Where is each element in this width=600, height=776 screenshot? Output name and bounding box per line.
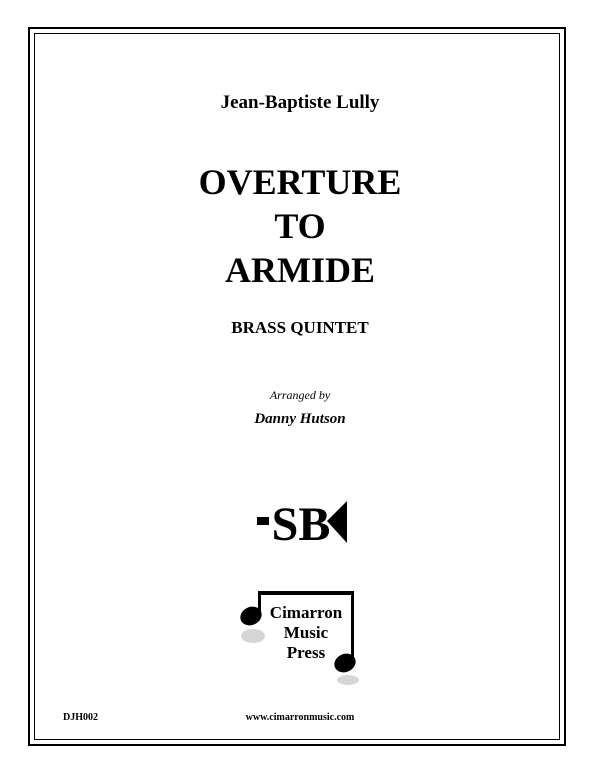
mouthpiece-shape: [257, 517, 269, 525]
piece-title: [0, 160, 600, 292]
note-shadow-left: [241, 629, 265, 643]
publisher-website: www.cimarronmusic.com: [245, 712, 355, 723]
title-line-3: ARMIDE: [225, 250, 375, 290]
sb-logo-text: SB: [271, 498, 331, 550]
catalog-number: DJH002: [63, 712, 98, 723]
sb-trumpet-logo: [255, 495, 350, 550]
note-head-right: [331, 650, 359, 676]
publisher-line-1: Cimarron: [269, 603, 343, 622]
arranger-name: Danny Hutson: [254, 411, 346, 427]
note-beam: [258, 591, 354, 595]
note-shadow-right: [337, 675, 359, 685]
publisher-line-2: Music: [283, 623, 329, 642]
arranged-by-label: Arranged by: [269, 388, 331, 402]
publisher-line-3: Press: [286, 643, 326, 662]
cimarron-music-press-logo: [238, 588, 363, 686]
title-line-2: TO: [274, 206, 326, 246]
composer-name: Jean-Baptiste Lully: [220, 92, 380, 113]
note-stem-right: [351, 591, 354, 661]
title-line-1: OVERTURE: [198, 162, 402, 202]
ensemble-subtitle: BRASS QUINTET: [231, 318, 369, 337]
